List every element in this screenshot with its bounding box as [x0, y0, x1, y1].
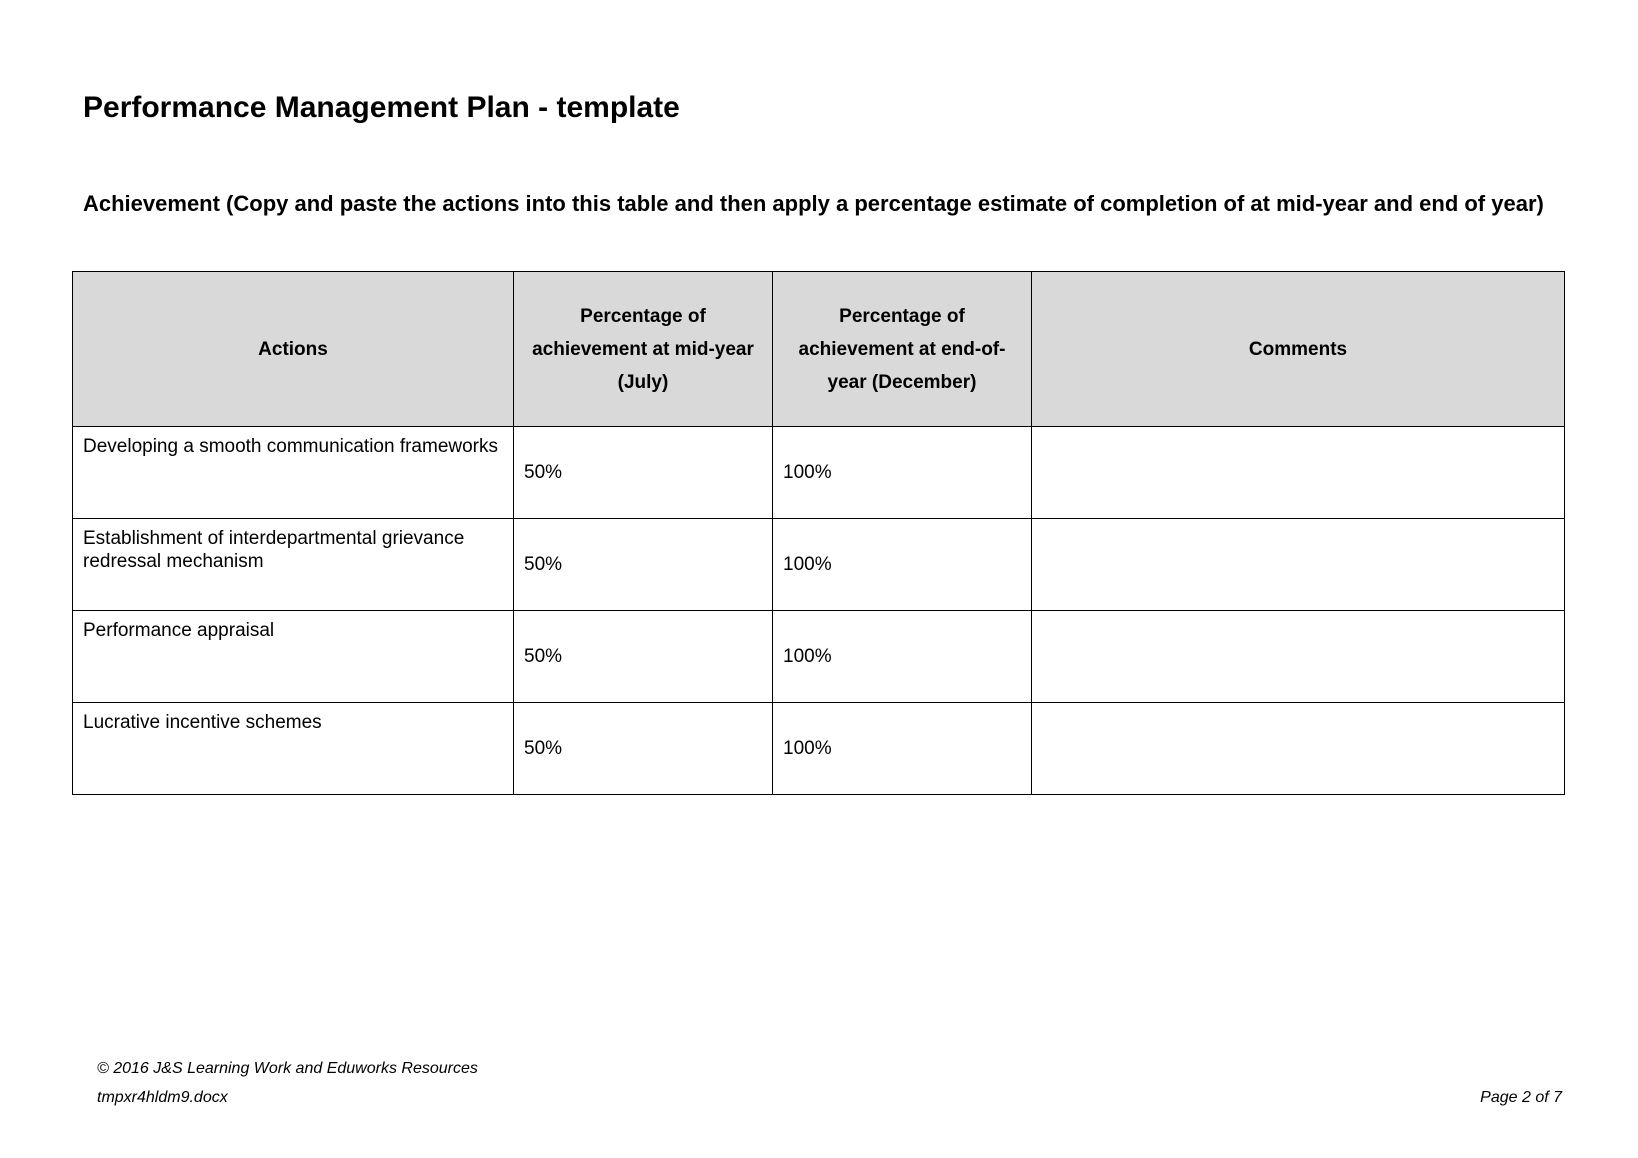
mid-year-cell[interactable]: 50%: [514, 611, 773, 703]
footer-filename: tmpxr4hldm9.docx: [97, 1089, 228, 1106]
comments-cell[interactable]: [1032, 703, 1565, 795]
column-header-comments: Comments: [1032, 272, 1565, 427]
end-of-year-cell[interactable]: 100%: [773, 519, 1032, 611]
action-cell[interactable]: Lucrative incentive schemes: [73, 703, 514, 795]
end-of-year-cell[interactable]: 100%: [773, 427, 1032, 519]
comments-cell[interactable]: [1032, 519, 1565, 611]
action-cell[interactable]: Developing a smooth communication frameworks: [73, 427, 514, 519]
end-of-year-cell[interactable]: 100%: [773, 703, 1032, 795]
column-header-mid-year: Percentage of achievement at mid-year (July): [514, 272, 773, 427]
footer-copyright: © 2016 J&S Learning Work and Eduworks Resources: [97, 1060, 478, 1077]
page-title: Performance Management Plan - template: [83, 91, 680, 124]
table-header-row: [73, 272, 1565, 427]
mid-year-cell[interactable]: 50%: [514, 427, 773, 519]
section-heading: Achievement (Copy and paste the actions into this table and then apply a percentage estimate of completion of at mid-year and end of year): [83, 191, 1544, 216]
achievement-table: [72, 271, 1565, 795]
column-header-end-of-year: Percentage of achievement at end-of-year (December): [773, 272, 1032, 427]
action-cell[interactable]: Establishment of interdepartmental grievance redressal mechanism: [73, 519, 514, 611]
footer-page-number: Page 2 of 7: [1480, 1089, 1562, 1106]
comments-cell[interactable]: [1032, 611, 1565, 703]
mid-year-cell[interactable]: 50%: [514, 519, 773, 611]
mid-year-cell[interactable]: 50%: [514, 703, 773, 795]
action-cell[interactable]: Performance appraisal: [73, 611, 514, 703]
table-row: [73, 611, 1565, 703]
end-of-year-cell[interactable]: 100%: [773, 611, 1032, 703]
table-row: [73, 427, 1565, 519]
table-row: [73, 519, 1565, 611]
column-header-actions: Actions: [73, 272, 514, 427]
comments-cell[interactable]: [1032, 427, 1565, 519]
table-row: [73, 703, 1565, 795]
